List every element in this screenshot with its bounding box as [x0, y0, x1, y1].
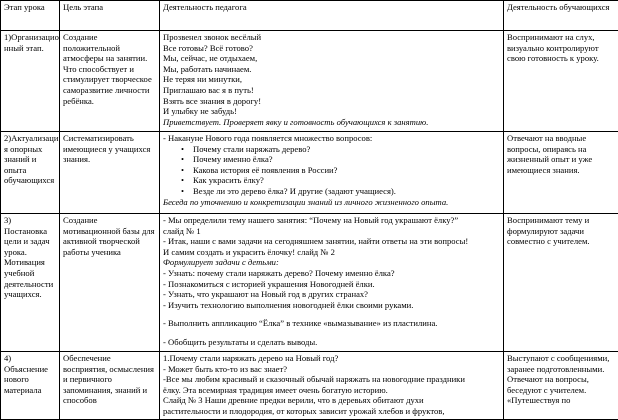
- teacher-line: слайд № 1: [163, 226, 500, 237]
- teacher-cell: [160, 352, 504, 420]
- stage-cell: 4) Объяснение нового материала: [1, 352, 60, 420]
- stage-cell: 1)Организацио нный этап.: [1, 31, 60, 132]
- list-item: • Почему именно ёлка?: [193, 154, 500, 165]
- goal-cell: Создание мотивационной базы для активной творческой работы ученика: [60, 214, 160, 352]
- goal-cell: Обеспечение восприятия, осмысления и первичного запоминания, знаний и способов: [60, 352, 160, 420]
- teacher-note: Приветствует. Проверяет явку и готовность обучающихся к занятию.: [163, 117, 500, 128]
- teacher-cell: [160, 31, 504, 132]
- task-line: - Узнать, что украшают на Новый год в других странах?: [163, 289, 500, 300]
- header-stage: Этап урока: [1, 1, 60, 31]
- poem-line: Прозвенел звонок весёлый: [163, 32, 500, 43]
- poem-line: И улыбку не забудь!: [163, 106, 500, 117]
- students-cell: Воспринимают тему и формулируют задачи совместно с учителем.: [504, 214, 618, 352]
- students-cell: Выступают с сообщениями, заранее подготовленными. Отвечают на вопросы, беседуют с учителем. «Путешествуя по: [504, 352, 618, 420]
- table-row: [1, 31, 618, 132]
- poem-line: Взять все знания в дорогу!: [163, 96, 500, 107]
- poem-line: Мы, работать начинаем.: [163, 64, 500, 75]
- teacher-note: Беседа по уточнению и конкретизации знаний из личного жизненного опыта.: [163, 197, 500, 208]
- table-row: [1, 352, 618, 420]
- teacher-line: -Все мы любим красивый и сказочный обычай наряжать на новогодние праздники: [163, 374, 500, 385]
- teacher-cell: [160, 214, 504, 352]
- list-item: • Как украсить ёлку?: [193, 175, 500, 186]
- poem-line: Не теряя ни минутки,: [163, 74, 500, 85]
- task-line: - Познакомиться с историей украшения Новогодней ёлки.: [163, 279, 500, 290]
- students-cell: Воспринимают на слух, визуально контролируют свою готовность к уроку.: [504, 31, 618, 132]
- header-students: Деятельность обучающихся: [504, 1, 618, 31]
- spacer: [163, 310, 500, 318]
- teacher-line: 1.Почему стали наряжать дерево на Новый год?: [163, 353, 500, 364]
- table-row: [1, 132, 618, 214]
- poem-line: Все готовы? Всё готово?: [163, 43, 500, 54]
- goal-cell: Систематизировать имеющиеся у учащихся знания.: [60, 132, 160, 214]
- spacer: [163, 329, 500, 337]
- stage-cell: 3) Постановка цели и задач урока. Мотивация учебной деятельности учащихся.: [1, 214, 60, 352]
- teacher-line: И самим создать и украсить ёлочку! слайд № 2: [163, 247, 500, 258]
- header-row: [1, 1, 618, 31]
- header-goal: Цель этапа: [60, 1, 160, 31]
- poem-line: Приглашаю вас я в путь!: [163, 85, 500, 96]
- list-item: • Везде ли это дерево ёлка? И другие (задают учащиеся).: [193, 186, 500, 197]
- students-cell: Отвечают на вводные вопросы, опираясь на жизненный опыт и уже имеющиеся знания.: [504, 132, 618, 214]
- header-teacher: Деятельность педагога: [160, 1, 504, 31]
- task-line: - Обобщить результаты и сделать выводы.: [163, 337, 500, 348]
- table-row: [1, 214, 618, 352]
- goal-cell: Создание положительной атмосферы на занятии. Что способствует и стимулирует творческое саморазвитие личности ребёнка.: [60, 31, 160, 132]
- teacher-line: - Может быть кто-то из вас знает?: [163, 364, 500, 375]
- teacher-cell: [160, 132, 504, 214]
- task-line: - Изучить технологию выполнения новогодней ёлки своими руками.: [163, 300, 500, 311]
- list-item: • Почему стали наряжать дерево?: [193, 144, 500, 155]
- teacher-line: Слайд № 3 Наши древние предки верили, что в деревьях обитают духи: [163, 395, 500, 406]
- teacher-line: растительности и плодородия, от которых зависит урожай хлебов и фруктов,: [163, 406, 500, 417]
- formulate-label: Формулирует задачи с детьми:: [163, 257, 500, 268]
- poem-line: Мы, сейчас, не отдыхаем,: [163, 53, 500, 64]
- teacher-intro: - Накануне Нового года появляется множество вопросов:: [163, 133, 500, 144]
- teacher-line: ёлку. Эта всемирная традиция имеет очень богатую историю.: [163, 385, 500, 396]
- list-item: • Какова история её появления в России?: [193, 165, 500, 176]
- stage-cell: 2)Актуализаци я опорных знаний и опыта обучающихся: [1, 132, 60, 214]
- question-list: [163, 144, 500, 197]
- teacher-line: - Итак, наши с вами задачи на сегодняшнем занятии, найти ответы на эти вопросы!: [163, 236, 500, 247]
- task-line: - Узнать: почему стали наряжать дерево? Почему именно ёлка?: [163, 268, 500, 279]
- teacher-line: - Мы определили тему нашего занятия: “Почему на Новый год украшают ёлку?”: [163, 215, 500, 226]
- task-line: - Выполнить аппликацию “Ёлка” в технике «вымазывание» из пластилина.: [163, 318, 500, 329]
